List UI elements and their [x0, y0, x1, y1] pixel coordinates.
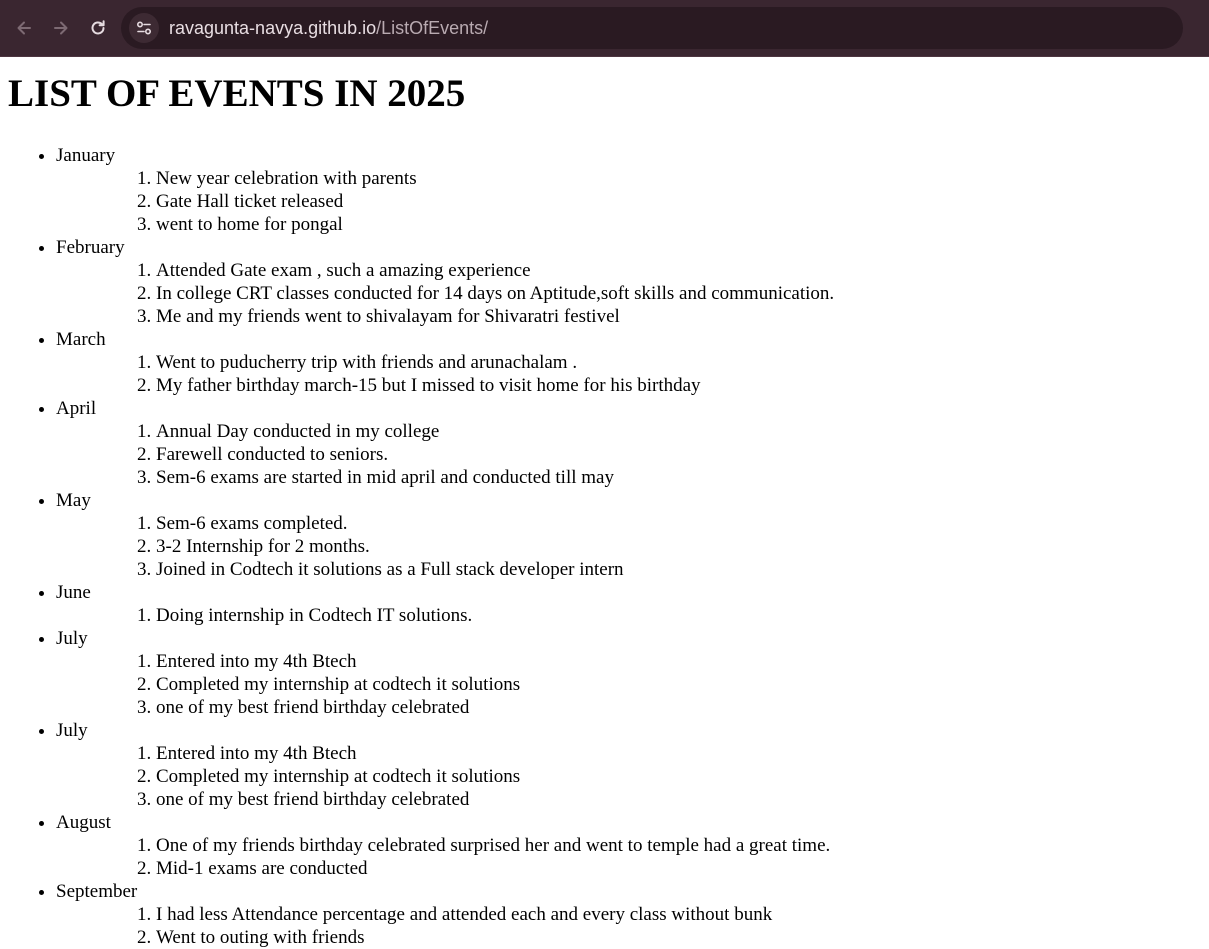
event-item: 2. Went to outing with friends	[156, 926, 1201, 949]
event-item: 1. Annual Day conducted in my college	[156, 420, 1201, 443]
month-name: July	[56, 720, 88, 741]
event-item: 2. 3-2 Internship for 2 months.	[156, 535, 1201, 558]
month-item	[56, 397, 1201, 489]
event-item: 2. Farewell conducted to seniors.	[156, 443, 1201, 466]
month-item	[56, 236, 1201, 328]
month-name: April	[56, 398, 97, 419]
event-item: 1. Went to puducherry trip with friends and arunachalam .	[156, 351, 1201, 374]
month-item	[56, 581, 1201, 627]
events-list	[56, 604, 1201, 627]
event-item: 1. Entered into my 4th Btech	[156, 650, 1201, 673]
event-item: 1. New year celebration with parents	[156, 167, 1201, 190]
month-name: May	[56, 490, 91, 511]
month-name: July	[56, 628, 88, 649]
events-list	[56, 742, 1201, 811]
event-item: 2. In college CRT classes conducted for 14 days on Aptitude,soft skills and communication.	[156, 282, 1201, 305]
event-item: 1. I had less Attendance percentage and attended each and every class without bunk	[156, 903, 1201, 926]
month-item	[56, 144, 1201, 236]
events-list	[56, 167, 1201, 236]
event-item: 2. My father birthday march-15 but I missed to visit home for his birthday	[156, 374, 1201, 397]
month-name: August	[56, 812, 111, 833]
page-content	[0, 71, 1209, 949]
event-item: 1. Sem-6 exams completed.	[156, 512, 1201, 535]
month-item	[56, 811, 1201, 880]
event-item: 2. Mid-1 exams are conducted	[156, 857, 1201, 880]
events-list	[56, 903, 1201, 949]
events-list	[56, 650, 1201, 719]
event-item: 3. Me and my friends went to shivalayam for Shivaratri festivel	[156, 305, 1201, 328]
event-item: 1. Entered into my 4th Btech	[156, 742, 1201, 765]
forward-button[interactable]	[47, 14, 75, 42]
months-list	[8, 144, 1201, 949]
url-path: /ListOfEvents/	[376, 17, 489, 38]
events-list	[56, 512, 1201, 581]
forward-arrow-icon	[51, 18, 71, 38]
event-item: 2. Completed my internship at codtech it solutions	[156, 673, 1201, 696]
month-name: March	[56, 329, 106, 350]
month-name: January	[56, 145, 116, 166]
month-name: September	[56, 881, 138, 902]
month-item	[56, 627, 1201, 719]
url-text[interactable]	[169, 18, 488, 39]
events-list	[56, 834, 1201, 880]
month-item	[56, 328, 1201, 397]
events-list	[56, 259, 1201, 328]
event-item: 1. Attended Gate exam , such a amazing experience	[156, 259, 1201, 282]
site-info-button[interactable]	[129, 13, 159, 43]
month-item	[56, 719, 1201, 811]
event-item: 3. one of my best friend birthday celebrated	[156, 696, 1201, 719]
address-bar[interactable]	[121, 7, 1183, 49]
site-settings-icon	[135, 19, 153, 37]
url-host: ravagunta-navya.github.io	[169, 17, 377, 38]
month-name: June	[56, 582, 91, 603]
event-item: 3. Joined in Codtech it solutions as a Full stack developer intern	[156, 558, 1201, 581]
event-item: 2. Completed my internship at codtech it solutions	[156, 765, 1201, 788]
events-list	[56, 351, 1201, 397]
event-item: 3. Sem-6 exams are started in mid april and conducted till may	[156, 466, 1201, 489]
events-list	[56, 420, 1201, 489]
reload-button[interactable]	[84, 14, 112, 42]
event-item: 3. went to home for pongal	[156, 213, 1201, 236]
event-item: 1. Doing internship in Codtech IT solutions.	[156, 604, 1201, 627]
month-item	[56, 489, 1201, 581]
browser-toolbar	[0, 0, 1209, 57]
event-item: 1. One of my friends birthday celebrated surprised her and went to temple had a great time.	[156, 834, 1201, 857]
back-button[interactable]	[10, 14, 38, 42]
event-item: 2. Gate Hall ticket released	[156, 190, 1201, 213]
back-arrow-icon	[14, 18, 34, 38]
page-title: LIST OF EVENTS IN 2025	[8, 72, 466, 115]
month-item	[56, 880, 1201, 949]
reload-icon	[88, 18, 108, 38]
event-item: 3. one of my best friend birthday celebrated	[156, 788, 1201, 811]
month-name: February	[56, 237, 125, 258]
